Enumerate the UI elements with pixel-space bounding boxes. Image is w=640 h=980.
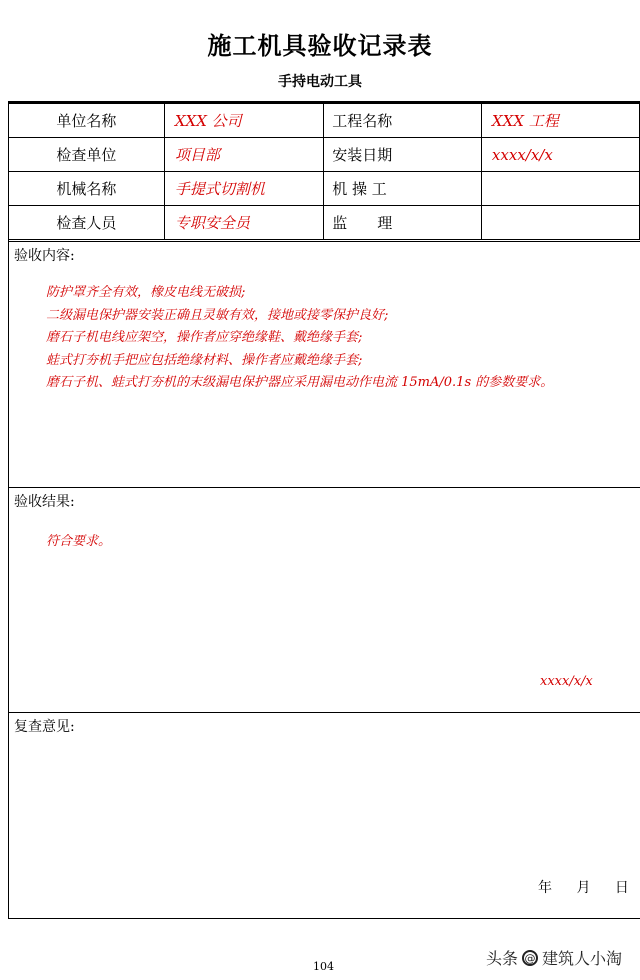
list-item: 磨石子机电线应架空，操作者应穿绝缘鞋、戴绝缘手套;	[46, 330, 363, 345]
form-title: 施工机具验收记录表	[207, 31, 433, 60]
list-item: 蛙式打夯机手把应包括绝缘材料、操作者应戴绝缘手套;	[46, 352, 363, 368]
acceptance-content-label: 验收内容:	[14, 248, 75, 264]
value-inspector: 专职安全员	[164, 206, 323, 240]
value-inspection-unit: 项目部	[164, 138, 323, 172]
table-row	[9, 206, 640, 240]
list-item: 磨石子机、蛙式打夯机的末级漏电保护器应采用漏电动作电流 15mA/0.1s 的参数要求。	[46, 375, 554, 390]
list-item: 防护罩齐全有效，橡皮电线无破损;	[46, 285, 246, 300]
label-project-name: 工程名称	[324, 104, 482, 138]
acceptance-content-list	[46, 282, 553, 395]
acceptance-result-text: 符合要求。	[46, 534, 112, 549]
table-row	[9, 172, 640, 206]
value-project-name: XXX 工程	[481, 104, 639, 138]
value-unit-name: XXX 公司	[164, 104, 323, 138]
review-date-placeholder: 年 月 日	[538, 880, 629, 896]
value-machine-name: 手提式切割机	[164, 172, 323, 206]
page-number: 104	[313, 960, 334, 973]
table-row	[9, 104, 640, 138]
watermark-name: 建筑人小淘	[542, 949, 623, 968]
watermark	[486, 946, 622, 969]
table-row	[9, 138, 640, 172]
label-unit-name: 单位名称	[9, 104, 165, 138]
review-opinion-label: 复查意见:	[14, 719, 75, 735]
form-subtitle: 手持电动工具	[278, 74, 362, 90]
value-supervisor	[481, 206, 639, 240]
value-install-date: xxxx/x/x	[481, 138, 639, 172]
info-table	[8, 103, 640, 240]
label-machine-name: 机械名称	[9, 172, 165, 206]
label-inspection-unit: 检查单位	[9, 138, 165, 172]
label-install-date: 安装日期	[324, 138, 482, 172]
watermark-prefix: 头条	[486, 949, 519, 968]
label-supervisor: 监 理	[324, 206, 482, 240]
at-icon: @	[522, 950, 538, 966]
acceptance-result-label: 验收结果:	[14, 494, 75, 510]
label-operator: 机 操 工	[324, 172, 482, 206]
value-operator	[481, 172, 639, 206]
acceptance-result-date: xxxx/x/x	[540, 674, 593, 689]
label-inspector: 检查人员	[9, 206, 165, 240]
list-item: 二级漏电保护器安装正确且灵敏有效，接地或接零保护良好;	[46, 307, 389, 323]
